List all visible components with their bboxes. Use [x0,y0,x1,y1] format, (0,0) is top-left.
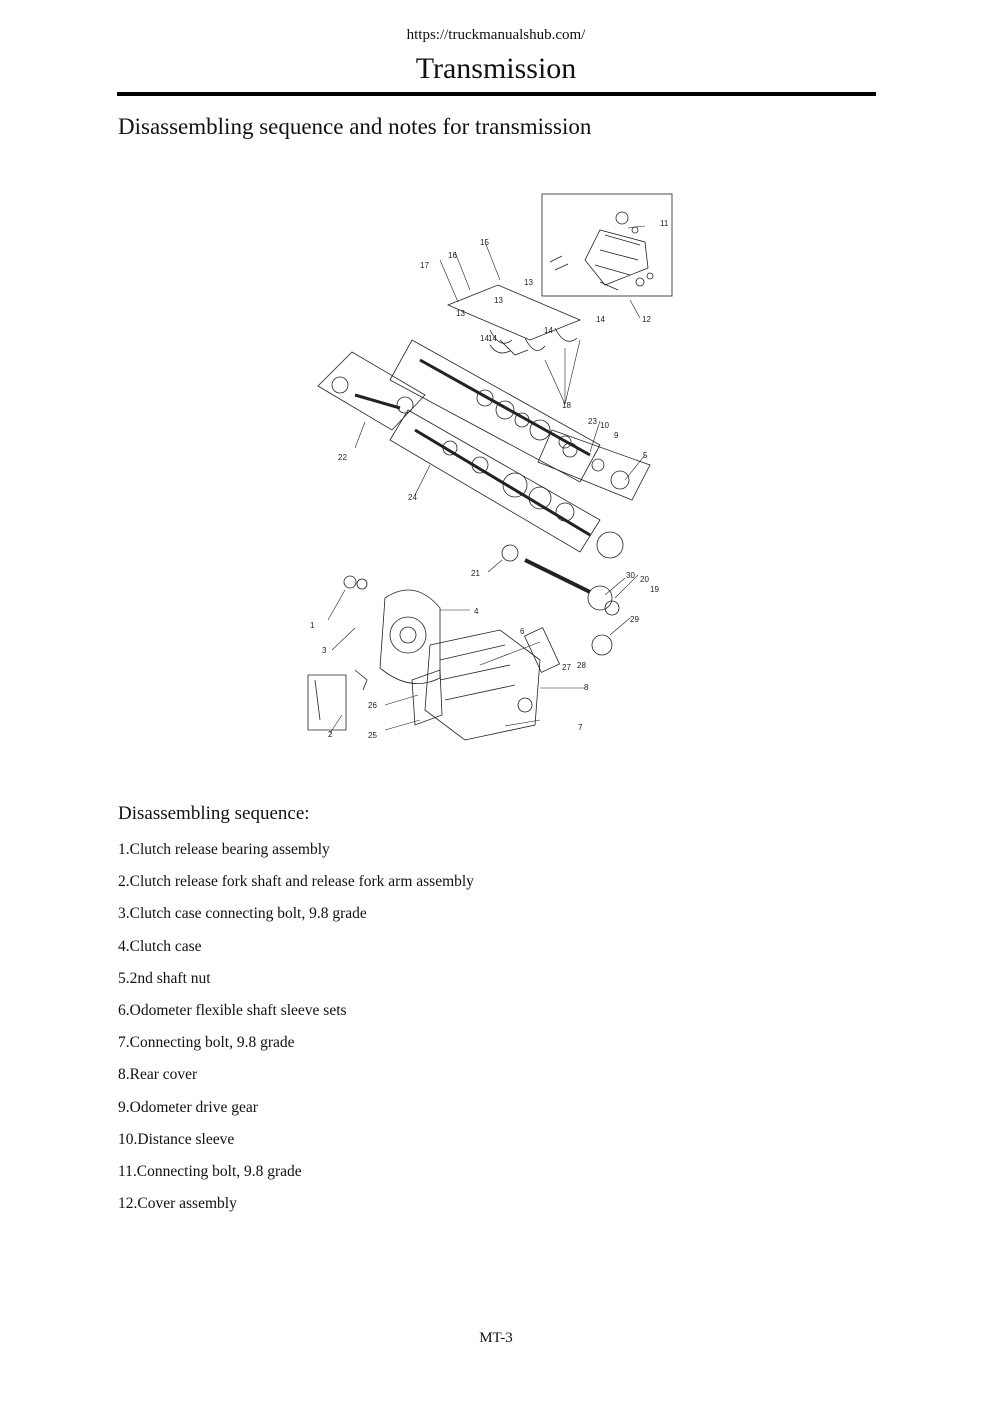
list-item: 8.Rear cover [118,1066,198,1084]
list-item: 3.Clutch case connecting bolt, 9.8 grade [118,905,367,923]
callout-number: 24 [408,493,417,502]
reverse-gear-drawing [502,545,619,655]
callout-number: 3 [322,646,327,655]
callout-number: 2 [328,730,333,739]
title-rule [117,92,876,96]
callout-number: 22 [338,453,347,462]
exploded-view-diagram [300,190,680,745]
callout-number: 14 [544,326,553,335]
cover-assembly-drawing [542,194,672,296]
callout-number: 10 [600,421,609,430]
list-item: 2.Clutch release fork shaft and release fork arm assembly [118,873,474,891]
callout-number: 13 [524,278,533,287]
callout-number: 20 [640,575,649,584]
page-number: MT-3 [479,1330,513,1346]
callout-number: 17 [420,261,429,270]
callout-number: 13 [494,296,503,305]
input-shaft-drawing [318,352,425,430]
callout-number: 4 [474,607,479,616]
callout-number: 26 [368,701,377,710]
callout-number: 5 [643,451,648,460]
callout-number: 25 [368,731,377,740]
source-url[interactable]: https://truckmanualshub.com/ [406,27,586,43]
callout-number: 1 [310,621,315,630]
callout-number: 23 [588,417,597,426]
transmission-case-drawing [412,628,560,740]
callout-number: 9 [614,431,619,440]
list-item: 5.2nd shaft nut [118,969,211,987]
list-item: 12.Cover assembly [118,1195,237,1213]
shift-forks-drawing [448,285,580,355]
list-item: 9.Odometer drive gear [118,1098,258,1116]
callout-number: 14 [488,334,497,343]
callout-number: 30 [626,571,635,580]
list-item: 6.Odometer flexible shaft sleeve sets [118,1001,347,1019]
countershaft-drawing [390,410,623,558]
callout-number: 13 [456,309,465,318]
list-item: 10.Distance sleeve [118,1130,235,1148]
callout-number: 18 [562,401,571,410]
main-shaft-drawing [390,340,600,482]
list-item: 7.Connecting bolt, 9.8 grade [118,1034,295,1052]
callout-number: 14 [596,315,605,324]
callout-number: 16 [448,251,457,260]
callout-number: 28 [577,661,586,670]
callout-number: 27 [562,663,571,672]
callout-number: 15 [480,238,489,247]
list-item: 1.Clutch release bearing assembly [118,841,330,858]
callout-number: 7 [578,723,583,732]
callout-number: 29 [630,615,639,624]
callout-number: 11 [660,219,669,228]
callout-number: 8 [584,683,589,692]
callout-number: 6 [520,627,525,636]
sequence-list [118,840,474,1226]
list-item: 11.Connecting bolt, 9.8 grade [118,1162,302,1180]
section-heading: Disassembling sequence and notes for transmission [118,114,592,139]
callout-number: 12 [642,315,651,324]
callout-number: 14 [480,334,489,343]
callout-number: 19 [650,585,659,594]
callout-number: 21 [471,569,480,578]
list-item: 4.Clutch case [118,937,202,955]
sequence-title: Disassembling sequence: [118,803,310,824]
page-title: Transmission [415,52,577,85]
